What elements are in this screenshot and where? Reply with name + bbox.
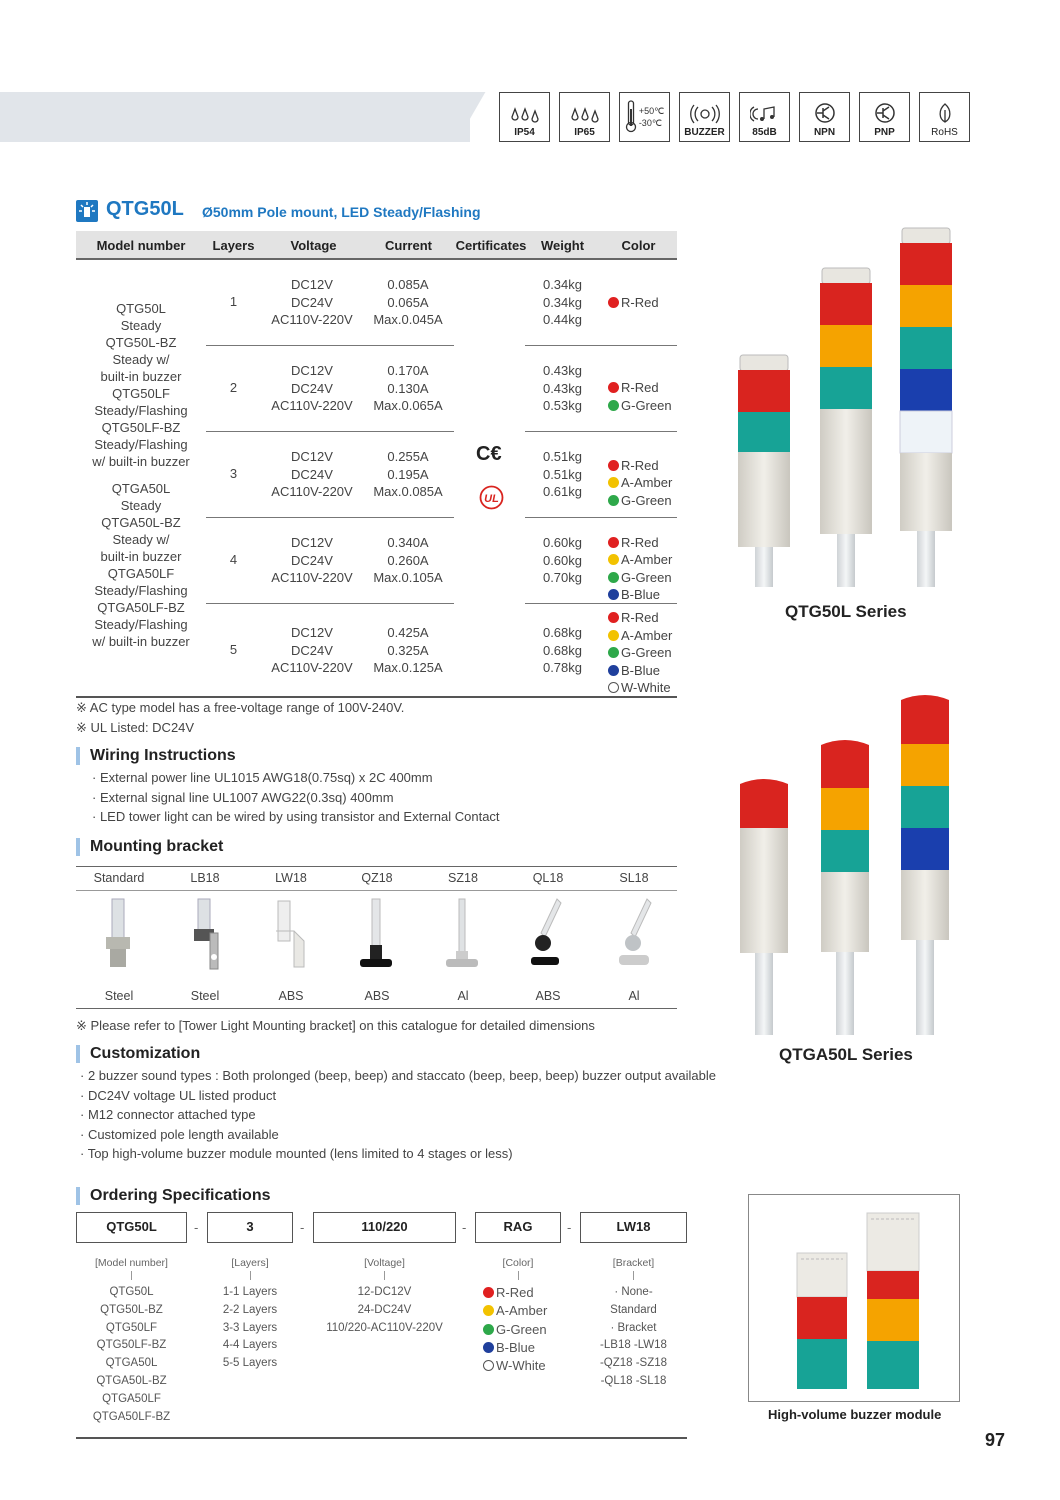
customization-item: · Top high-volume buzzer module mounted (lens limited to 4 stages or less): [80, 1146, 513, 1162]
color-label: G-Green: [496, 1321, 547, 1337]
voltage-value: DC24V: [291, 294, 333, 310]
connector: [131, 1271, 132, 1280]
model-list: [76, 300, 206, 650]
col-layers: Layers: [212, 238, 255, 253]
col-color: Color: [621, 238, 656, 253]
qtg50l-series-image: [725, 225, 985, 595]
water-drop-icon: [510, 107, 540, 125]
color-dot-icon: [608, 572, 619, 583]
color-list: [608, 294, 659, 312]
color-label: G-Green: [621, 397, 672, 413]
color-label: B-Blue: [621, 662, 661, 678]
bracket-material: Al: [457, 989, 469, 1003]
model-line: Steady w/: [112, 352, 170, 367]
col-weight: Weight: [540, 238, 585, 253]
color-dot-icon: [608, 682, 619, 693]
connector: [518, 1271, 519, 1280]
npn-badge: NPN: [799, 92, 850, 142]
weight-value: 0.60kg: [542, 552, 583, 568]
color-list: [608, 609, 672, 697]
order-option: QTGA50L-BZ: [96, 1374, 167, 1387]
weight-value: 0.43kg: [542, 380, 583, 396]
temp-low: -30℃: [638, 118, 662, 128]
weight-value: 0.70kg: [542, 570, 583, 585]
customization-title: Customization: [76, 1045, 200, 1063]
color-item: [608, 586, 672, 604]
order-option: 24-DC24V: [357, 1303, 412, 1316]
order-layers-cell: 3: [207, 1212, 293, 1243]
model-line: QTG50LF: [112, 386, 170, 401]
current-value: 0.425A: [387, 625, 429, 640]
col-current: Current: [385, 238, 432, 253]
color-item: [608, 474, 672, 492]
order-color-cell: RAG: [475, 1212, 561, 1243]
color-dot-icon: [608, 477, 619, 488]
buzzer-module-frame: [748, 1194, 960, 1402]
bracket-name: SZ18: [448, 871, 478, 885]
bracket-material: ABS: [278, 989, 304, 1003]
weight-value: 0.68kg: [542, 642, 583, 658]
qtga50l-series-label: QTGA50L Series: [779, 1045, 913, 1064]
order-bracket-list: [580, 1284, 687, 1391]
voltage-value: AC110V-220V: [271, 398, 353, 413]
color-list: [608, 534, 672, 604]
voltage-value: AC110V-220V: [271, 484, 353, 499]
order-option: Standard: [610, 1303, 657, 1316]
model-line: Steady/Flashing: [94, 583, 188, 598]
certification-icons: [499, 92, 970, 142]
color-item: [608, 569, 672, 587]
model-line: Steady: [120, 318, 162, 333]
color-label: A-Amber: [496, 1303, 548, 1319]
order-option: -QZ18 -SZ18: [599, 1357, 668, 1370]
order-dash: -: [462, 1220, 467, 1235]
wiring-title: Wiring Instructions: [76, 747, 236, 765]
order-option: 3-3 Layers: [222, 1321, 278, 1334]
model-line: QTGA50L: [111, 481, 171, 496]
bracket-image: [356, 897, 398, 971]
water-drop-icon: [570, 107, 600, 125]
bracket-image: [442, 897, 484, 971]
current-value: 0.130A: [387, 380, 429, 396]
voltage-value: AC110V-220V: [271, 660, 353, 675]
bracket-note: ※ Please refer to [Tower Light Mounting bracket] on this catalogue for detailed dimensions: [76, 1018, 595, 1033]
note-ac: ※ AC type model has a free-voltage range of 100V-240V.: [76, 700, 405, 715]
order-option: 110/220-AC110V-220V: [326, 1321, 443, 1334]
color-dot-icon: [483, 1287, 494, 1298]
page-number: 97: [985, 1430, 1006, 1450]
color-dot-icon: [608, 537, 619, 548]
color-label: A-Amber: [621, 552, 673, 568]
order-option: 2-2 Layers: [222, 1303, 278, 1316]
bracket-name: LW18: [275, 871, 307, 885]
color-dot-icon: [608, 630, 619, 641]
voltage-value: DC12V: [291, 625, 333, 640]
voltage-value: AC110V-220V: [271, 312, 353, 327]
leaf-icon: [933, 101, 957, 125]
layer-count: 3: [229, 466, 238, 481]
weight-value: 0.44kg: [542, 312, 583, 327]
transistor-icon: [873, 101, 897, 125]
qtg50l-series-label: QTG50L Series: [785, 602, 907, 621]
order-option: 12-DC12V: [357, 1286, 412, 1298]
order-dash: -: [300, 1220, 305, 1235]
model-line: Steady w/: [112, 532, 170, 547]
model-line: Steady: [120, 498, 162, 513]
weight-value: 0.51kg: [542, 466, 583, 482]
voltage-value: DC12V: [291, 535, 333, 550]
order-voltage-cell: 110/220: [313, 1212, 456, 1243]
col-certificates: Certificates: [455, 238, 527, 253]
temp-high: +50℃: [638, 106, 665, 116]
connector: [250, 1271, 251, 1280]
order-option: QTGA50L: [105, 1357, 158, 1370]
table-bottom-rule: [76, 696, 677, 698]
thermometer-icon: [625, 99, 637, 133]
bracket-material: ABS: [535, 989, 561, 1003]
current-value: Max.0.065A: [373, 398, 443, 413]
row-divider: [525, 345, 677, 346]
voltage-value: AC110V-220V: [271, 570, 353, 585]
color-item: [608, 379, 672, 397]
color-label: G-Green: [621, 645, 672, 660]
current-value: Max.0.105A: [373, 570, 443, 585]
color-item: [608, 534, 672, 552]
model-line: Steady/Flashing: [94, 617, 188, 632]
order-option: QTGA50LF: [102, 1392, 161, 1405]
order-option: QTG50L-BZ: [100, 1303, 163, 1316]
current-value: 0.340A: [387, 535, 429, 550]
order-option: 5-5 Layers: [222, 1357, 278, 1370]
order-color-option: [483, 1302, 569, 1320]
color-label: R-Red: [621, 295, 659, 310]
connector: [384, 1271, 385, 1280]
ordering-title: Ordering Specifications: [76, 1187, 270, 1205]
spec-table-header: [76, 231, 677, 260]
color-dot-icon: [608, 382, 619, 393]
customization-item: · M12 connector attached type: [80, 1107, 256, 1123]
buzzer-badge: BUZZER: [679, 92, 730, 142]
col-model: Model number: [96, 238, 186, 253]
color-item: [608, 457, 672, 475]
model-line: QTGA50LF: [107, 566, 175, 581]
buzzer-icon: [688, 103, 722, 125]
order-dash: -: [567, 1220, 572, 1235]
current-value: 0.085A: [387, 277, 429, 292]
model-line: Steady/Flashing: [94, 437, 188, 452]
customization-item: · DC24V voltage UL listed product: [80, 1087, 277, 1103]
order-label-layers: [Layers]: [231, 1257, 269, 1269]
color-list: [608, 379, 672, 414]
order-color-option: [483, 1321, 569, 1339]
bracket-name: SL18: [619, 871, 649, 885]
layer-count: 2: [229, 380, 238, 395]
85db-badge: 85dB: [739, 92, 790, 142]
model-line: [76, 470, 206, 480]
model-line: w/ built-in buzzer: [92, 634, 190, 649]
color-dot-icon: [608, 554, 619, 565]
order-color-list: [483, 1284, 569, 1375]
color-item: [608, 397, 672, 415]
color-dot-icon: [483, 1324, 494, 1335]
layer-count: 4: [229, 552, 238, 567]
color-label: G-Green: [621, 492, 672, 508]
order-option: -LB18 -LW18: [600, 1339, 667, 1352]
weight-value: 0.34kg: [542, 294, 583, 310]
current-value: 0.255A: [387, 449, 429, 464]
color-list: [608, 457, 672, 510]
color-dot-icon: [608, 460, 619, 471]
row-divider: [525, 517, 677, 518]
current-value: Max.0.085A: [373, 484, 443, 499]
temperature-badge: [619, 92, 670, 142]
bracket-material: Al: [628, 989, 640, 1003]
order-label-voltage: [Voltage]: [364, 1257, 405, 1269]
color-item: [608, 644, 672, 662]
row-divider: [206, 603, 454, 604]
voltage-value: DC12V: [291, 277, 333, 292]
color-item: [608, 551, 672, 569]
product-title: QTG50L: [106, 198, 184, 220]
color-dot-icon: [608, 589, 619, 600]
ip65-badge: IP65: [559, 92, 610, 142]
bracket-image: [613, 897, 655, 971]
color-dot-icon: [608, 647, 619, 658]
ul-mark-icon: [479, 485, 504, 510]
pnp-badge: PNP: [859, 92, 910, 142]
color-dot-icon: [608, 612, 619, 623]
color-label: W-White: [621, 680, 671, 695]
transistor-icon: [813, 101, 837, 125]
model-line: w/ built-in buzzer: [92, 454, 190, 469]
customization-list: [80, 1066, 716, 1164]
color-label: A-Amber: [621, 475, 673, 490]
wiring-item: · External power line UL1015 AWG18(0.75sq) x 2C 400mm: [92, 770, 433, 785]
color-dot-icon: [483, 1342, 494, 1353]
order-option: -QL18 -SL18: [600, 1374, 667, 1387]
bracket-title: Mounting bracket: [76, 838, 223, 856]
color-item: [608, 492, 672, 510]
color-dot-icon: [483, 1305, 494, 1316]
model-line: QTG50L-BZ: [105, 335, 177, 350]
weight-value: 0.34kg: [542, 277, 583, 292]
bracket-name: Standard: [93, 871, 145, 885]
model-line: QTGA50L-BZ: [101, 515, 181, 530]
row-divider: [206, 431, 454, 432]
order-option: · Bracket: [610, 1321, 657, 1334]
color-item: [608, 627, 672, 645]
order-option: QTG50LF-BZ: [96, 1339, 167, 1352]
lamp-icon: [76, 200, 98, 222]
voltage-value: DC24V: [291, 380, 333, 396]
bracket-material: ABS: [364, 989, 390, 1003]
color-dot-icon: [608, 665, 619, 676]
order-voltage-list: [313, 1284, 456, 1337]
color-label: R-Red: [621, 380, 659, 396]
bracket-name: QZ18: [361, 871, 393, 885]
connector: [633, 1271, 634, 1280]
order-option: QTG50L: [109, 1286, 154, 1298]
row-divider: [525, 431, 677, 432]
voltage-value: DC24V: [291, 642, 333, 658]
model-line: QTG50LF-BZ: [101, 420, 181, 435]
order-layer-list: [207, 1284, 293, 1373]
bracket-material: Steel: [104, 989, 134, 1003]
voltage-value: DC24V: [291, 552, 333, 568]
wiring-list: [92, 768, 500, 827]
svg-text:UL: UL: [484, 493, 499, 505]
wiring-item: · External signal line UL1007 AWG22(0.3sq) 400mm: [92, 789, 394, 805]
bracket-name: LB18: [190, 871, 220, 885]
current-value: 0.260A: [387, 552, 429, 568]
color-item: [608, 662, 672, 680]
current-value: 0.170A: [387, 363, 429, 378]
color-label: B-Blue: [496, 1339, 536, 1355]
ce-mark-icon: C€: [476, 443, 502, 465]
color-label: R-Red: [621, 534, 659, 550]
rohs-badge: RoHS: [919, 92, 970, 142]
color-label: A-Amber: [621, 627, 673, 643]
col-voltage: Voltage: [290, 238, 337, 253]
color-item: [608, 294, 659, 312]
order-label-bracket: [Bracket]: [612, 1257, 655, 1269]
qtga50l-series-image: [725, 688, 985, 1038]
color-item: [608, 609, 672, 627]
order-dash: -: [194, 1220, 199, 1235]
model-line: Steady/Flashing: [94, 403, 188, 418]
color-label: W-White: [496, 1358, 546, 1374]
order-color-option: [483, 1357, 569, 1375]
row-divider: [206, 517, 454, 518]
current-value: 0.065A: [387, 294, 429, 310]
color-label: G-Green: [621, 569, 672, 585]
current-value: 0.195A: [387, 466, 429, 482]
current-value: Max.0.045A: [373, 312, 443, 327]
layer-count: 1: [229, 294, 238, 309]
bracket-image: [184, 897, 226, 971]
ip54-badge: IP54: [499, 92, 550, 142]
product-subtitle: Ø50mm Pole mount, LED Steady/Flashing: [202, 204, 481, 220]
color-label: R-Red: [621, 457, 659, 473]
order-option: QTG50LF: [105, 1321, 158, 1334]
voltage-value: DC12V: [291, 449, 333, 464]
voltage-value: DC24V: [291, 466, 333, 482]
current-value: 0.325A: [387, 642, 429, 658]
order-model-list: [76, 1284, 187, 1426]
weight-value: 0.60kg: [542, 535, 583, 550]
buzzer-module-image: [749, 1195, 959, 1401]
model-line: QTG50L: [116, 301, 166, 316]
weight-value: 0.53kg: [542, 398, 583, 413]
order-option: QTGA50LF-BZ: [92, 1410, 171, 1423]
note-ul: ※ UL Listed: DC24V: [76, 720, 195, 735]
order-color-option: [483, 1284, 569, 1302]
color-dot-icon: [608, 495, 619, 506]
bracket-material: Steel: [190, 989, 220, 1003]
current-value: Max.0.125A: [373, 660, 443, 675]
color-dot-icon: [483, 1360, 494, 1371]
weight-value: 0.78kg: [542, 660, 583, 675]
color-dot-icon: [608, 400, 619, 411]
model-line: QTGA50LF-BZ: [97, 600, 185, 615]
order-model-cell: QTG50L: [76, 1212, 187, 1243]
order-option: 1-1 Layers: [222, 1286, 278, 1298]
row-divider: [206, 345, 454, 346]
weight-value: 0.43kg: [542, 363, 583, 378]
color-label: R-Red: [621, 610, 659, 625]
color-label: R-Red: [496, 1285, 534, 1300]
weight-value: 0.61kg: [542, 484, 583, 499]
voltage-value: DC12V: [291, 363, 333, 378]
order-option: · None-: [614, 1286, 653, 1298]
color-dot-icon: [608, 297, 619, 308]
color-item: [608, 679, 672, 697]
bracket-image: [98, 897, 140, 971]
order-option: 4-4 Layers: [222, 1339, 278, 1352]
ordering-bottom-rule: [76, 1437, 687, 1439]
bracket-name: QL18: [532, 871, 564, 885]
layer-count: 5: [229, 642, 238, 657]
customization-item: · Customized pole length available: [80, 1126, 279, 1142]
model-line: built-in buzzer: [100, 369, 182, 384]
music-note-icon: [750, 103, 780, 125]
color-label: B-Blue: [621, 587, 661, 603]
model-line: built-in buzzer: [100, 549, 182, 564]
order-label-model: [Model number]: [95, 1257, 168, 1269]
order-label-color: [Color]: [502, 1257, 534, 1269]
bracket-image: [527, 897, 569, 971]
buzzer-module-label: High-volume buzzer module: [768, 1407, 942, 1422]
weight-value: 0.51kg: [542, 449, 583, 464]
bracket-image: [270, 897, 312, 971]
order-color-option: [483, 1339, 569, 1357]
weight-value: 0.68kg: [542, 625, 583, 640]
order-bracket-cell: LW18: [580, 1212, 687, 1243]
customization-item: · 2 buzzer sound types : Both prolonged (beep, beep) and staccato (beep, beep, beep) buzzer output available: [80, 1068, 716, 1083]
wiring-item: · LED tower light can be wired by using transistor and External Contact: [92, 809, 500, 825]
